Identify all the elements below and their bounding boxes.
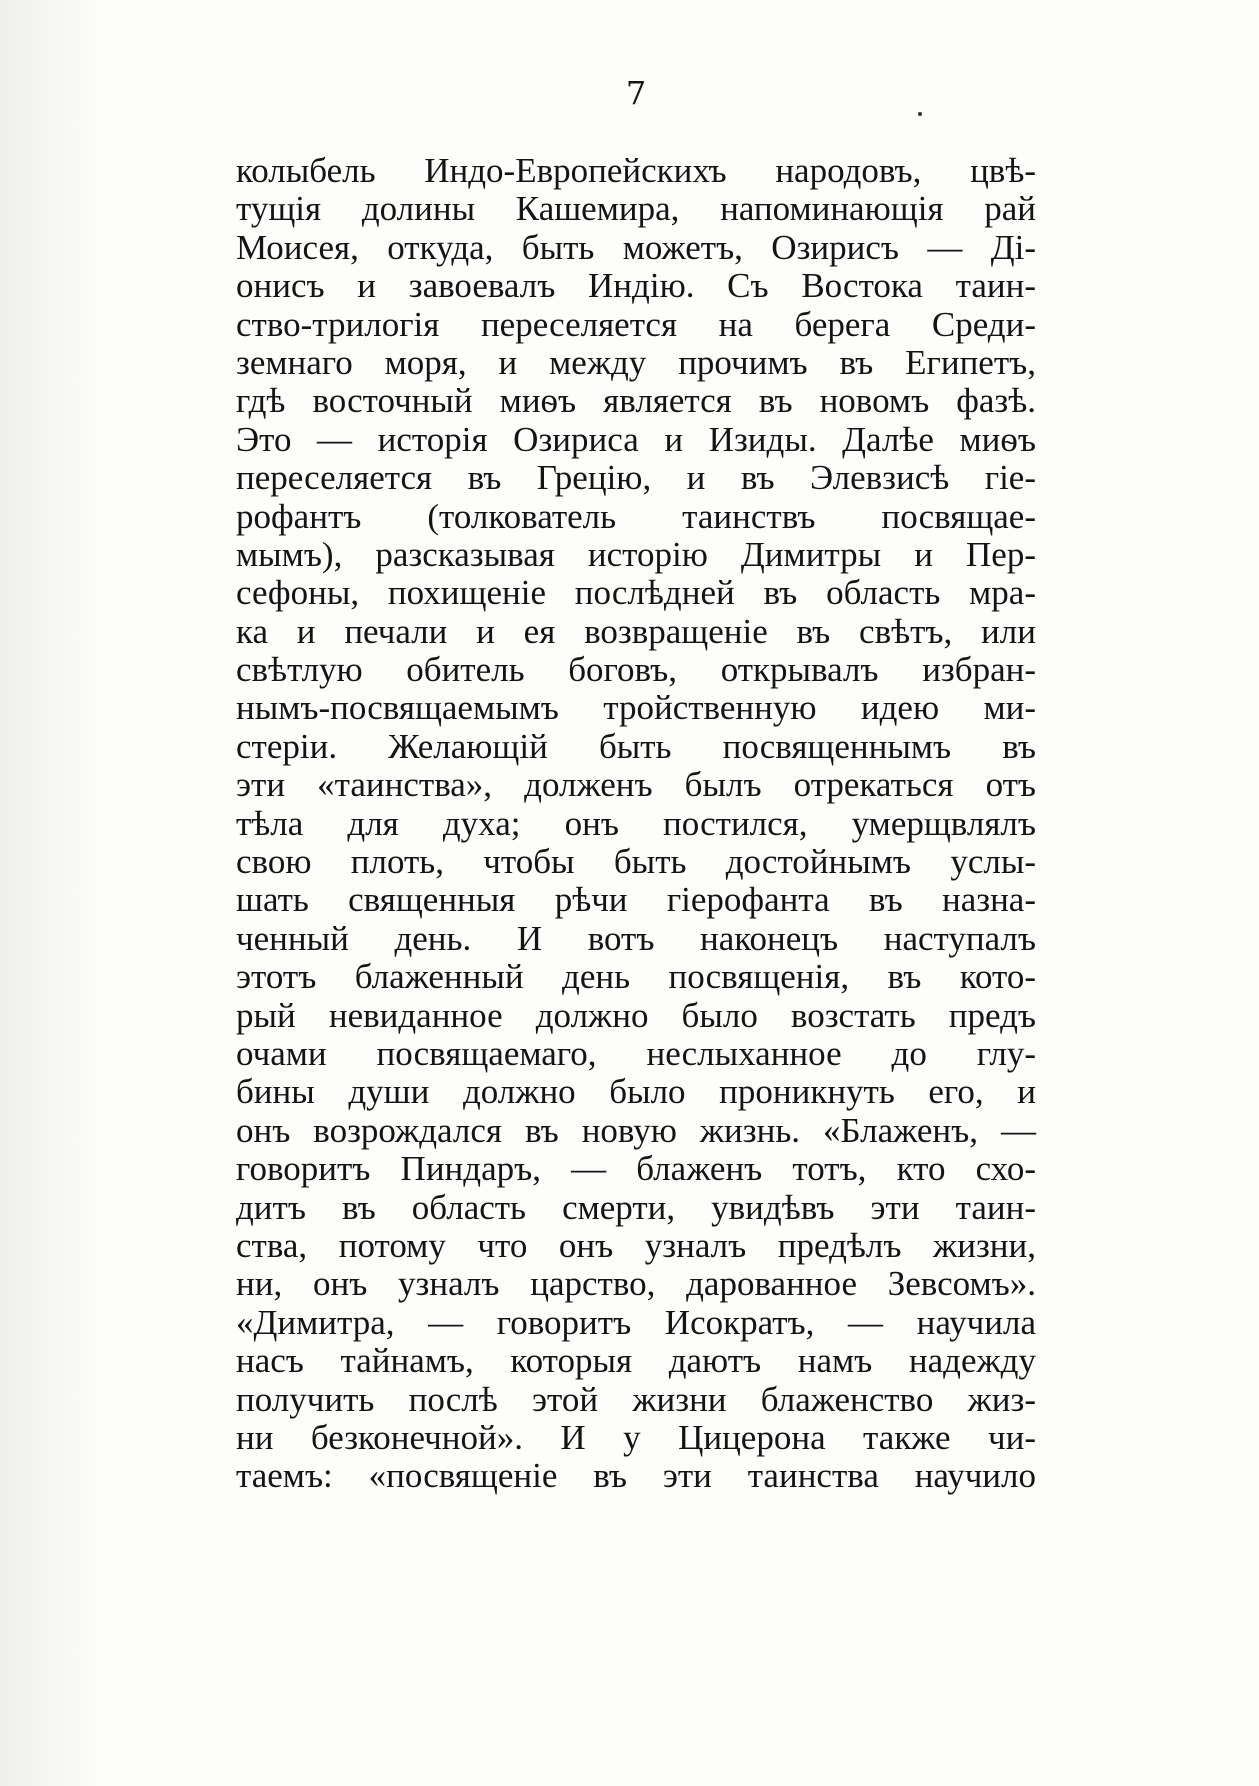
text-line: тѣла для духа; онъ постился, умерщвлялъ <box>236 803 1036 843</box>
text-line: гдѣ восточный миѳъ является въ новомъ фазѣ. <box>236 381 1036 421</box>
page-number: 7 <box>625 74 647 112</box>
text-line: «Димитра, — говоритъ Исократъ, — научила <box>236 1302 1036 1342</box>
body-text <box>236 152 1036 1496</box>
text-line: Это — исторія Озириса и Изиды. Далѣе миѳъ <box>236 419 1036 459</box>
text-line: говоритъ Пиндаръ, — блаженъ тотъ, кто схо- <box>236 1149 1036 1189</box>
text-line: ства, потому что онъ узналъ предѣлъ жизни, <box>236 1225 1036 1265</box>
text-line: Моисея, откуда, быть можетъ, Озирисъ — Ді- <box>236 227 1036 267</box>
text-line: таемъ: «посвященіе въ эти таинства научило <box>236 1456 1036 1496</box>
text-line: нымъ-посвящаемымъ тройственную идею ми- <box>236 688 1036 728</box>
text-line: получить послѣ этой жизни блаженство жиз- <box>236 1379 1036 1419</box>
text-line: мымъ), разсказывая исторію Димитры и Пер- <box>236 534 1036 574</box>
text-line: онисъ и завоевалъ Индію. Съ Востока таин- <box>236 266 1036 306</box>
text-line: ни, онъ узналъ царство, дарованное Зевсомъ». <box>236 1264 1036 1304</box>
text-line: рофантъ (толкователь таинствъ посвящае- <box>236 496 1036 536</box>
text-line: этотъ блаженный день посвященія, въ кото- <box>236 957 1036 997</box>
text-line: колыбель Индо-Европейскихъ народовъ, цвѣ- <box>236 151 1036 190</box>
text-line: ство-трилогія переселяется на берега Среди- <box>236 304 1036 344</box>
text-line: очами посвящаемаго, неслыханное до глу- <box>236 1033 1036 1073</box>
text-line: сефоны, похищеніе послѣдней въ область мра- <box>236 573 1036 613</box>
text-line: насъ тайнамъ, которыя даютъ намъ надежду <box>236 1341 1036 1381</box>
text-line: ка и печали и ея возвращеніе въ свѣтъ, или <box>236 611 1036 651</box>
text-line: бины души должно было проникнуть его, и <box>236 1072 1036 1112</box>
text-line: дитъ въ область смерти, увидѣвъ эти таин- <box>236 1187 1036 1227</box>
text-line: эти «таинства», долженъ былъ отрекаться отъ <box>236 765 1036 805</box>
text-line: стеріи. Желающій быть посвященнымъ въ <box>236 726 1036 766</box>
text-line: свѣтлую обитель боговъ, открывалъ избран- <box>236 650 1036 690</box>
print-speck <box>918 112 922 116</box>
text-line: шать священныя рѣчи гіерофанта въ назна- <box>236 880 1036 920</box>
text-line: переселяется въ Грецію, и въ Элевзисѣ гіе- <box>236 458 1036 498</box>
text-line: свою плоть, чтобы быть достойнымъ услы- <box>236 842 1036 882</box>
text-line: тущія долины Кашемира, напоминающія рай <box>236 189 1036 229</box>
page-gutter-shadow <box>0 0 110 1786</box>
text-line: рый невиданное должно было возстать предъ <box>236 995 1036 1035</box>
text-line: земнаго моря, и между прочимъ въ Египетъ, <box>236 342 1036 382</box>
text-line: онъ возрождался въ новую жизнь. «Блаженъ, — <box>236 1110 1036 1150</box>
text-line: ченный день. И вотъ наконецъ наступалъ <box>236 918 1036 958</box>
text-line: ни безконечной». И у Цицерона также чи- <box>236 1417 1036 1457</box>
